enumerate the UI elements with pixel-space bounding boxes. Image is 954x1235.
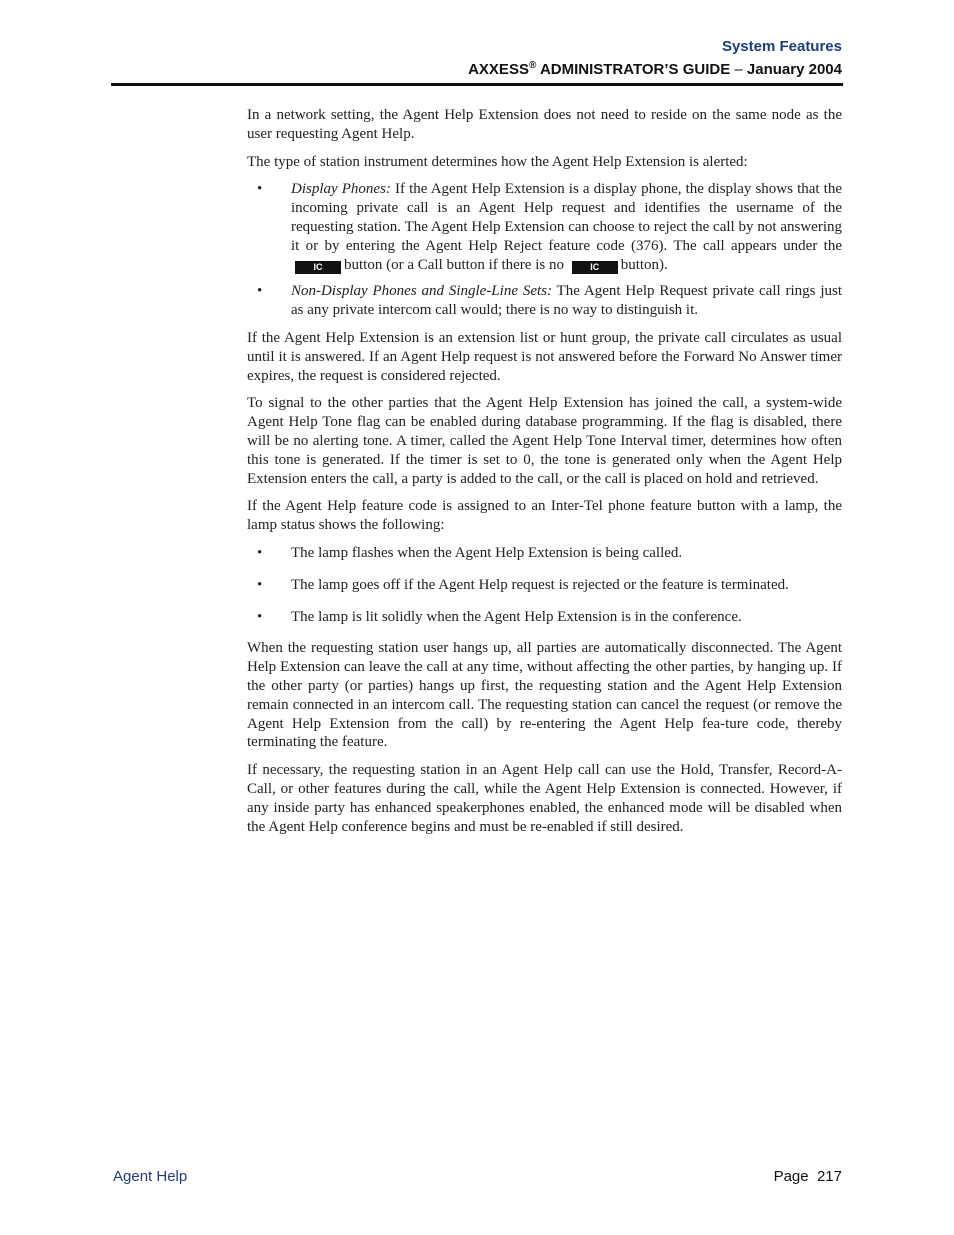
lamp-status-list	[247, 544, 842, 626]
guide-date: January 2004	[746, 61, 842, 78]
bullet-icon: •	[257, 576, 263, 593]
registered-mark: ®	[528, 60, 537, 71]
display-phones-middle: button (or a Call button if there is no	[344, 256, 564, 273]
alert-type-list	[247, 180, 842, 320]
header-rule	[111, 83, 843, 86]
paragraph-agent-help-tone: To signal to the other parties that the Agent Help Extension has joined the call, a system-wide Agent Help Tone flag can be enabled during database programming. If the flag is disabled, there will be no alerting tone. A timer, called the Agent Help Tone Interval timer, determines how often this tone is generated. If the timer is set to 0, the tone is generated only when the Agent Help Extension enters the call, a party is added to the call, or the call is placed on hold and retrieved.	[247, 395, 842, 487]
term-non-display-phones: Non-Display Phones and Single-Line Sets:	[291, 283, 552, 300]
page-label: Page	[773, 1168, 809, 1185]
section-title: System Features	[721, 38, 842, 55]
paragraph-instrument-type: The type of station instrument determines how the Agent Help Extension is alerted:	[247, 153, 748, 170]
page-number: 217	[816, 1168, 842, 1185]
lamp-item-text: The lamp flashes when the Agent Help Extension is being called.	[291, 544, 683, 561]
list-item	[247, 544, 842, 563]
footer-topic: Agent Help	[113, 1168, 188, 1185]
ic-key-icon: IC	[572, 261, 618, 274]
bullet-icon: •	[257, 608, 263, 625]
non-display-text: The Agent Help Request private call rings just as any private intercom call would; there is no way to distinguish it.	[291, 283, 842, 319]
paragraph-network: In a network setting, the Agent Help Extension does not need to reside on the same node as the user requesting Agent Help.	[247, 107, 842, 142]
page-content	[247, 106, 842, 845]
title-dash: –	[730, 61, 747, 78]
paragraph-hang-up: When the requesting station user hangs up, all parties are automatically disconnected. The Agent Help Extension can leave the call at any time, without affecting the other parties, by hanging up. If the other party (or parties) hangs up first, the requesting station and the Agent Help Extension remain connected in an intercom call. The requesting station can cancel the request (or remove the Agent Help Extension from the call) by re-entering the Agent Help fea-ture code, thereby terminating the feature.	[247, 640, 842, 751]
guide-title	[468, 60, 842, 80]
list-item-display-phones	[247, 180, 842, 274]
product-name: AXXESS	[468, 61, 529, 78]
bullet-icon: •	[257, 181, 263, 198]
list-item	[247, 608, 842, 627]
list-item-non-display-phones	[247, 282, 842, 320]
display-phones-end: button).	[620, 256, 668, 273]
bullet-icon: •	[257, 283, 263, 300]
guide-name: ADMINISTRATOR’S GUIDE	[536, 61, 731, 78]
bullet-icon: •	[257, 544, 263, 561]
list-item	[247, 576, 842, 595]
lamp-item-text: The lamp is lit solidly when the Agent Help Extension is in the conference.	[291, 608, 742, 625]
paragraph-hold-transfer: If necessary, the requesting station in an Agent Help call can use the Hold, Transfer, Record-A-Call, or other features during the call, while the Agent Help Extension is connected. However, if any inside party has enhanced speakerphones enabled, the enhanced mode will be disabled when the Agent Help conference begins and must be re-enabled if still desired.	[247, 762, 842, 835]
footer-page	[774, 1167, 842, 1187]
ic-key-icon: IC	[295, 261, 341, 274]
paragraph-lamp-status: If the Agent Help feature code is assigned to an Inter-Tel phone feature button with a lamp, the lamp status shows the following:	[247, 498, 842, 534]
page-header	[468, 37, 842, 80]
paragraph-hunt-group: If the Agent Help Extension is an extension list or hunt group, the private call circulates as usual until it is answered. If an Agent Help request is not answered before the Forward No Answer timer expires, the request is considered rejected.	[247, 329, 842, 384]
term-display-phones: Display Phones:	[291, 181, 391, 198]
display-phones-text: If the Agent Help Extension is a display phone, the display shows that the incoming private call is an Agent Help request and identifies the username of the requesting station. The Agent Help Extension can choose to reject the call by not answering it or by entering the Agent Help Reject feature code (376). The call appears under the	[291, 181, 842, 254]
lamp-item-text: The lamp goes off if the Agent Help request is rejected or the feature is terminated.	[291, 576, 789, 593]
